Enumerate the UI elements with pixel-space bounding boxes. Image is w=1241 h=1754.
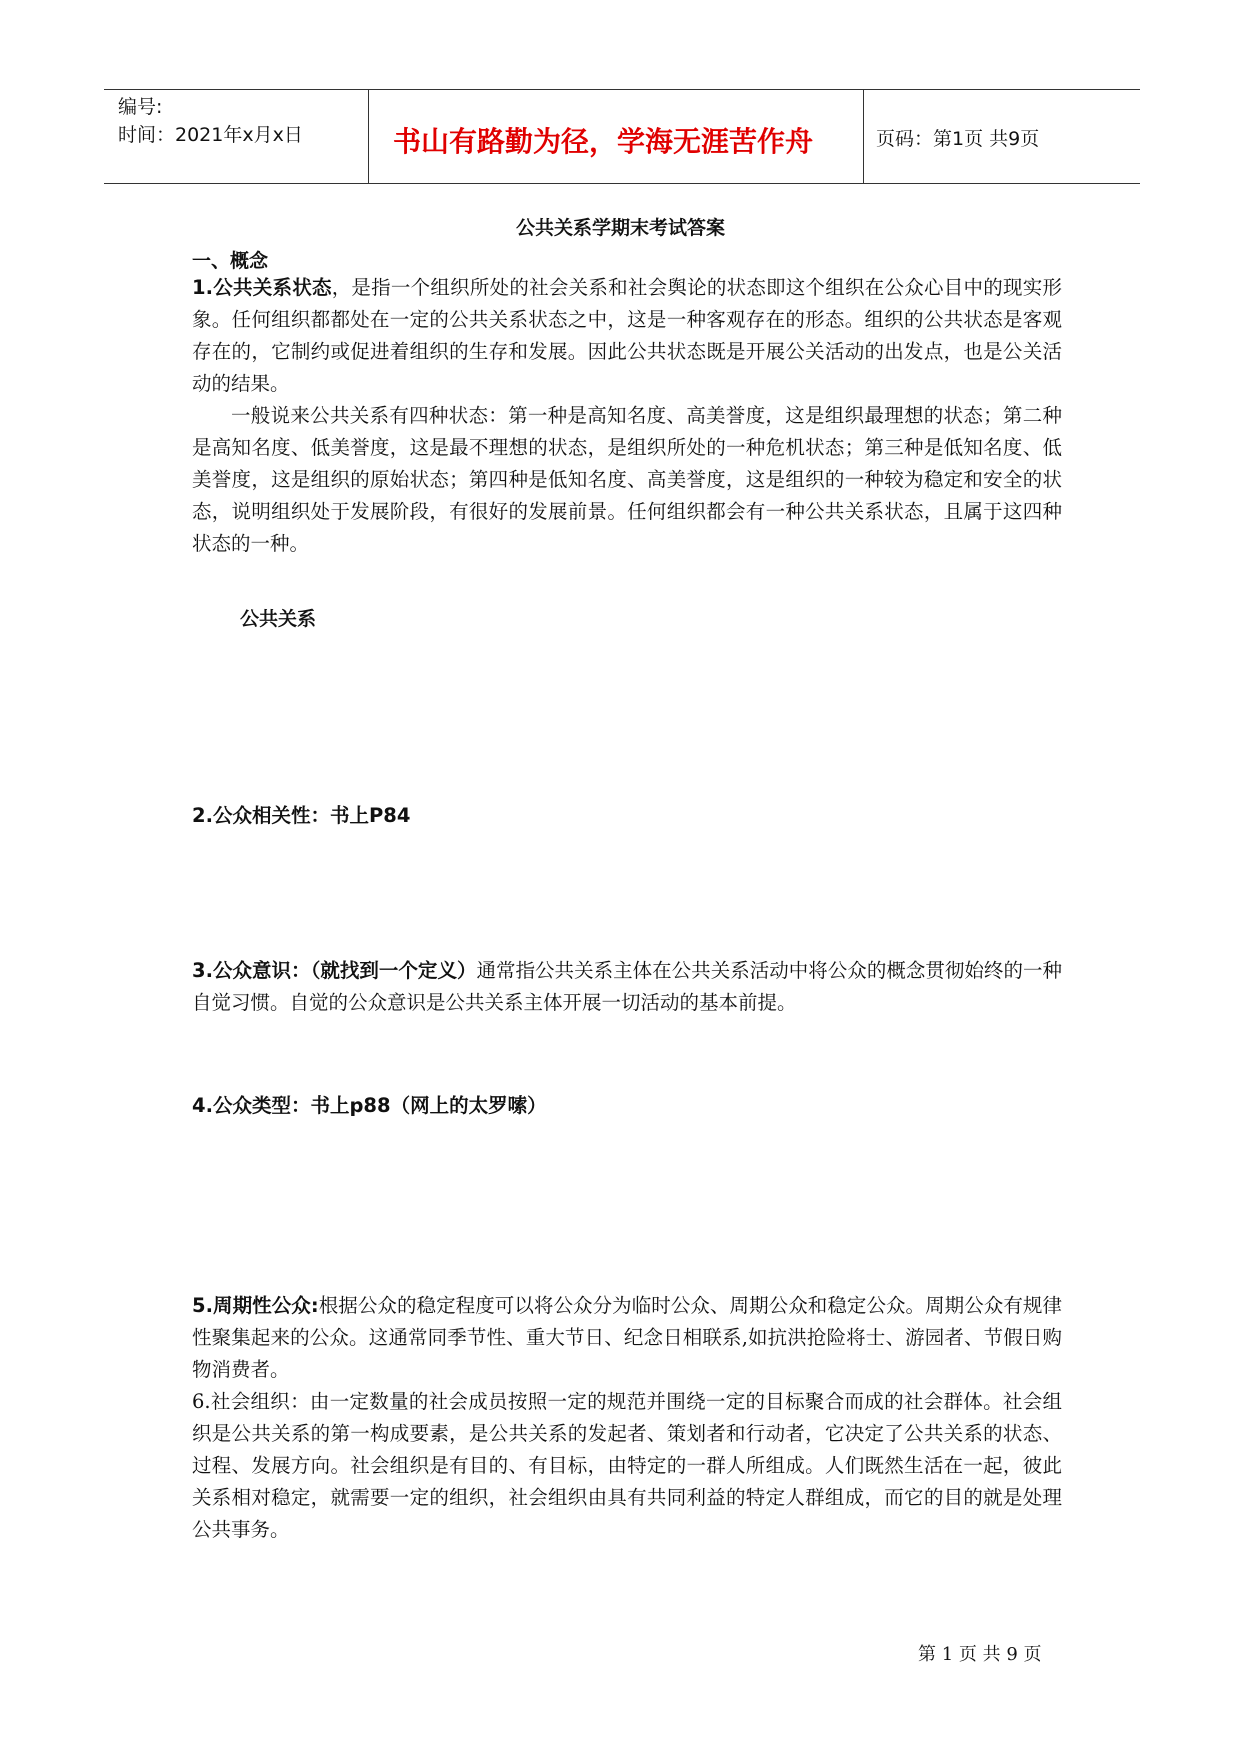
document-title: 公共关系学期末考试答案 <box>515 217 725 239</box>
header-motto-cell <box>369 90 864 183</box>
term-1: 1.公共关系状态 <box>192 276 332 299</box>
header-meta <box>104 90 369 183</box>
paragraph-1 <box>192 272 1062 400</box>
page-header <box>104 89 1140 184</box>
section-heading: 一、概念 <box>192 250 269 272</box>
paragraph-4 <box>192 955 1062 1019</box>
number-label: 编号: <box>118 96 163 118</box>
paragraph-2: 一般说来公共关系有四种状态：第一种是高知名度、高美誉度，这是组织最理想的状态；第二种是高知名度、低美誉度，这是最不理想的状态，是组织所处的一种危机状态；第三种是低知名度、低美誉度，这是组织的原始状态；第四种是低知名度、高美誉度，这是组织的一种较为稳定和安全的状态，说明组织处于发展阶段，有很好的发展前景。任何组织都会有一种公共关系状态，且属于这四种状态的一种。 <box>192 404 1062 555</box>
term-3: 3.公众意识：（就找到一个定义） <box>192 959 477 982</box>
paragraph-5 <box>192 1090 1062 1122</box>
paragraph-1-text: ，是指一个组织所处的社会关系和社会舆论的状态即这个组织在公众心目中的现实形象。任何组织都都处在一定的公共关系状态之中，这是一种客观存在的形态。组织的公共状态是客观存在的，它制约或促进着组织的生存和发展。因此公共状态既是开展公关活动的出发点，也是公关活动的结果。 <box>192 276 1062 395</box>
term-4: 4.公众类型：书上p88（网上的太罗嗦） <box>192 1094 547 1117</box>
paragraph-7: 6.社会组织：由一定数量的社会成员按照一定的规范并围绕一定的目标聚合而成的社会群体。社会组织是公共关系的第一构成要素，是公共关系的发起者、策划者和行动者，它决定了公共关系的状态、过程、发展方向。社会组织是有目的、有目标，由特定的一群人所组成。人们既然生活在一起，彼此关系相对稳定，就需要一定的组织，社会组织由具有共同利益的特定人群组成，而它的目的就是处理公共事务。 <box>192 1390 1062 1541</box>
header-page-cell <box>864 90 1140 183</box>
term-5: 5.周期性公众: <box>192 1294 319 1317</box>
page-code: 页码：第1页 共9页 <box>876 128 1040 150</box>
sub-heading: 公共关系 <box>240 608 317 630</box>
paragraph-6-text: 根据公众的稳定程度可以将公众分为临时公众、周期公众和稳定公众。周期公众有规律性聚集起来的公众。这通常同季节性、重大节日、纪念日相联系,如抗洪抢险将士、游园者、节假日购物消费者。 <box>192 1294 1062 1381</box>
page-footer: 第 1 页 共 9 页 <box>918 1644 1042 1665</box>
paragraph-4-text: 通常指公共关系主体在公共关系活动中将公众的概念贯彻始终的一种自觉习惯。自觉的公众意识是公共关系主体开展一切活动的基本前提。 <box>192 959 1062 1014</box>
paragraph-6 <box>192 1290 1062 1386</box>
motto-text: 书山有路勤为径，学海无涯苦作舟 <box>393 125 814 158</box>
term-2: 2.公众相关性：书上P84 <box>192 804 411 827</box>
paragraph-3 <box>192 800 1062 832</box>
time-label: 时间：2021年x月x日 <box>118 124 303 146</box>
